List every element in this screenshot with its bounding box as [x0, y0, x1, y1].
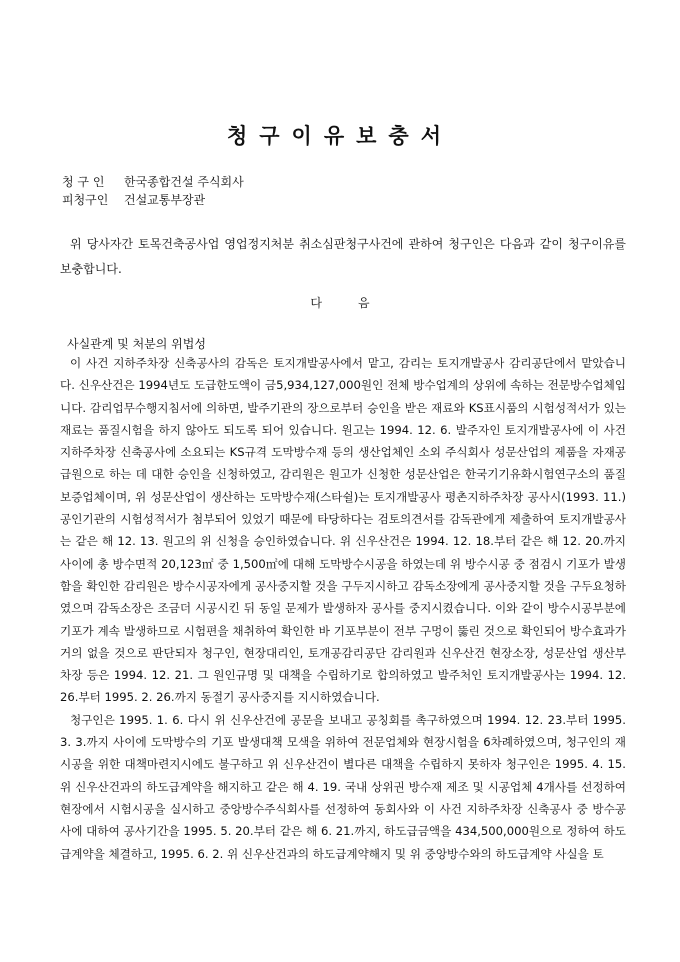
respondent-name: 건설교통부장관	[124, 193, 206, 207]
body-paragraph-1: 이 사건 지하주차장 신축공사의 감독은 토지개발공사에서 맡고, 감리는 토지개발공사 감리공단에서 맡았습니다. 신우산건은 1994년도 도급한도액이 금5,934,127,000원인 전체 방수업계의 상위에 속하는 전문방수업체입니다. 감리업무수행지침서에 의하면, 발주기관의 장으로부터 승인을 받은 재료와 KS표시품의 시험성적서가 있는 재료는 품질시험을 하지 않아도 되도록 되어 있습니다. 원고는 1994. 12. 6. 발주자인 토지개발공사에 이 사건 지하주차장 신축공사에 소요되는 KS규격 도막방수재 등의 생산업체인 소외 주식회사 성문산업의 제품을 자재공급원으로 하는 데 대한 승인을 신청하였고, 감리원은 원고가 신청한 성문산업은 한국기기유화시험연구소의 품질보증업체이며, 위 성문산업이 생산하는 도막방수재(스타쉴)는 토지개발공사 평촌지하주차장 공사시(1993. 11.) 공인기관의 시험성적서가 첨부되어 있었기 때문에 타당하다는 검토의견서를 감독관에게 제출하여 토지개발공사는 같은 해 12. 13. 원고의 위 신청을 승인하였습니다. 위 신우산건은 1994. 12. 18.부터 같은 해 12. 20.까지 사이에 총 방수면적 20,123㎡ 중 1,500㎡에 대해 도막방수시공을 하였는데 위 방수시공 중 점검시 기포가 발생함을 확인한 감리원은 방수시공자에게 공사중지할 것을 구두지시하고 감독소장에게 공사중지할 것을 구두요청하였으며 감독소장은 조금더 시공시킨 뒤 동일 문제가 발생하자 공사를 중지시켰습니다. 이와 같이 방수시공부분에 기포가 계속 발생하므로 시험편을 채취하여 확인한 바 기포부분이 전부 구멍이 뚫린 것으로 확인되어 방수효과가 거의 없을 것으로 판단되자 청구인, 현장대리인, 토개공감리공단 감리원과 신우산건 현장소장, 성문산업 생산부차장 등은 1994. 12. 21. 그 원인규명 및 대책을 수립하기로 합의하였고 발주처인 토지개발공사는 1994. 12. 26.부터 1995. 2. 26.까지 동절기 공사중지를 지시하였습니다.	[60, 356, 626, 705]
body-paragraph-2: 청구인은 1995. 1. 6. 다시 위 신우산건에 공문을 보내고 공칭회를 촉구하였으며 1994. 12. 23.부터 1995. 3. 3.까지 사이에 도막방수의 기포 발생대책 모색을 위하여 전문업체와 현장시험을 6차례하였으며, 청구인의 재시공을 위한 대책마련지시에도 불구하고 위 신우산건이 별다른 대책을 수립하지 못하자 청구인은 1995. 4. 15. 위 신우산건과의 하도급계약을 해지하고 같은 해 4. 19. 국내 상위권 방수재 제조 및 시공업체 4개사를 선정하여 현장에서 시험시공을 실시하고 중앙방수주식회사를 선정하여 동회사와 이 사건 지하주차장 신축공사 중 방수공사에 대하여 공사기간을 1995. 5. 20.부터 같은 해 6. 21.까지, 하도급금액을 434,500,000원으로 정하여 하도급계약을 체결하고, 1995. 6. 2. 위 신우산건과의 하도급계약해지 및 위 중앙방수와의 하도급계약 사실을 토	[60, 712, 626, 861]
body-text	[60, 352, 626, 865]
document-title: 청구이유보충서	[226, 123, 453, 148]
claimant-label: 청 구 인	[62, 175, 105, 189]
claimant-line	[62, 173, 244, 191]
section-title: 사실관계 및 처분의 위법성	[67, 337, 206, 351]
intro-text: 위 당사자간 토목건축공사업 영업정지처분 취소심판청구사건에 관하여 청구인은 다음과 같이 청구이유를 보충합니다.	[60, 237, 626, 276]
respondent-line	[62, 191, 205, 209]
intro-paragraph	[60, 232, 626, 282]
section-heading-da-eum: 다음	[310, 296, 406, 310]
respondent-label: 피청구인	[62, 193, 109, 207]
claimant-name: 한국종합건설 주식회사	[124, 175, 244, 189]
